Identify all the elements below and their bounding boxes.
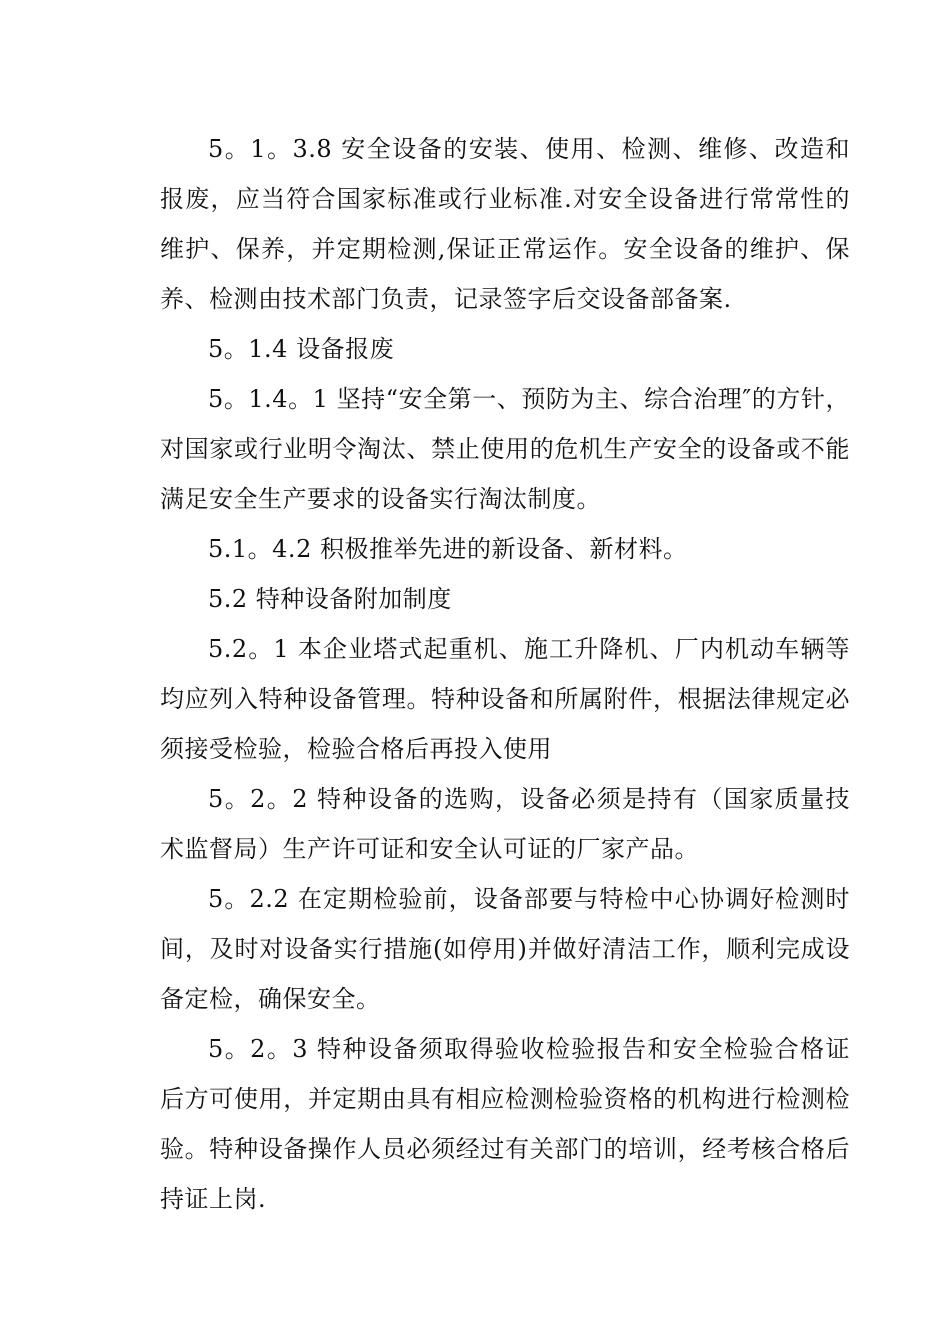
- paragraph-5-1-3-8: 5。1。3.8 安全设备的安装、使用、检测、维修、改造和报废，应当符合国家标准或行业标准.对安全设备进行常常性的维护、保养，并定期检测,保证正常运作。安全设备的维护、保养、检测由技术部门负责，记录签字后交设备部备案.: [160, 135, 850, 313]
- paragraph-5-2-2-b: 5。2.2 在定期检验前，设备部要与特检中心协调好检测时间，及时对设备实行措施(如停用)并做好清洁工作，顺利完成设备定检，确保安全。: [160, 885, 850, 1013]
- paragraph-5-2-heading: 5.2 特种设备附加制度: [208, 585, 452, 613]
- document-body: [160, 124, 850, 1224]
- paragraph-5-2-1: 5.2。1 本企业塔式起重机、施工升降机、厂内机动车辆等均应列入特种设备管理。特种设备和所属附件，根据法律规定必须接受检验，检验合格后再投入使用: [160, 635, 850, 763]
- paragraph-5-1-4-heading: 5。1.4 设备报废: [208, 335, 395, 363]
- paragraph-5-1-4-1: 5。1.4。1 坚持“安全第一、预防为主、综合治理″的方针，对国家或行业明令淘汰、禁止使用的危机生产安全的设备或不能满足安全生产要求的设备实行淘汰制度。: [160, 385, 850, 513]
- paragraph-5-1-4-2: 5.1。4.2 积极推举先进的新设备、新材料。: [208, 535, 688, 563]
- paragraph-5-2-3: 5。2。3 特种设备须取得验收检验报告和安全检验合格证后方可使用，并定期由具有相应检测检验资格的机构进行检测检验。特种设备操作人员必须经过有关部门的培训，经考核合格后持证上岗.: [160, 1035, 850, 1213]
- paragraph-5-2-2-a: 5。2。2 特种设备的选购，设备必须是持有（国家质量技术监督局）生产许可证和安全认可证的厂家产品。: [160, 785, 850, 863]
